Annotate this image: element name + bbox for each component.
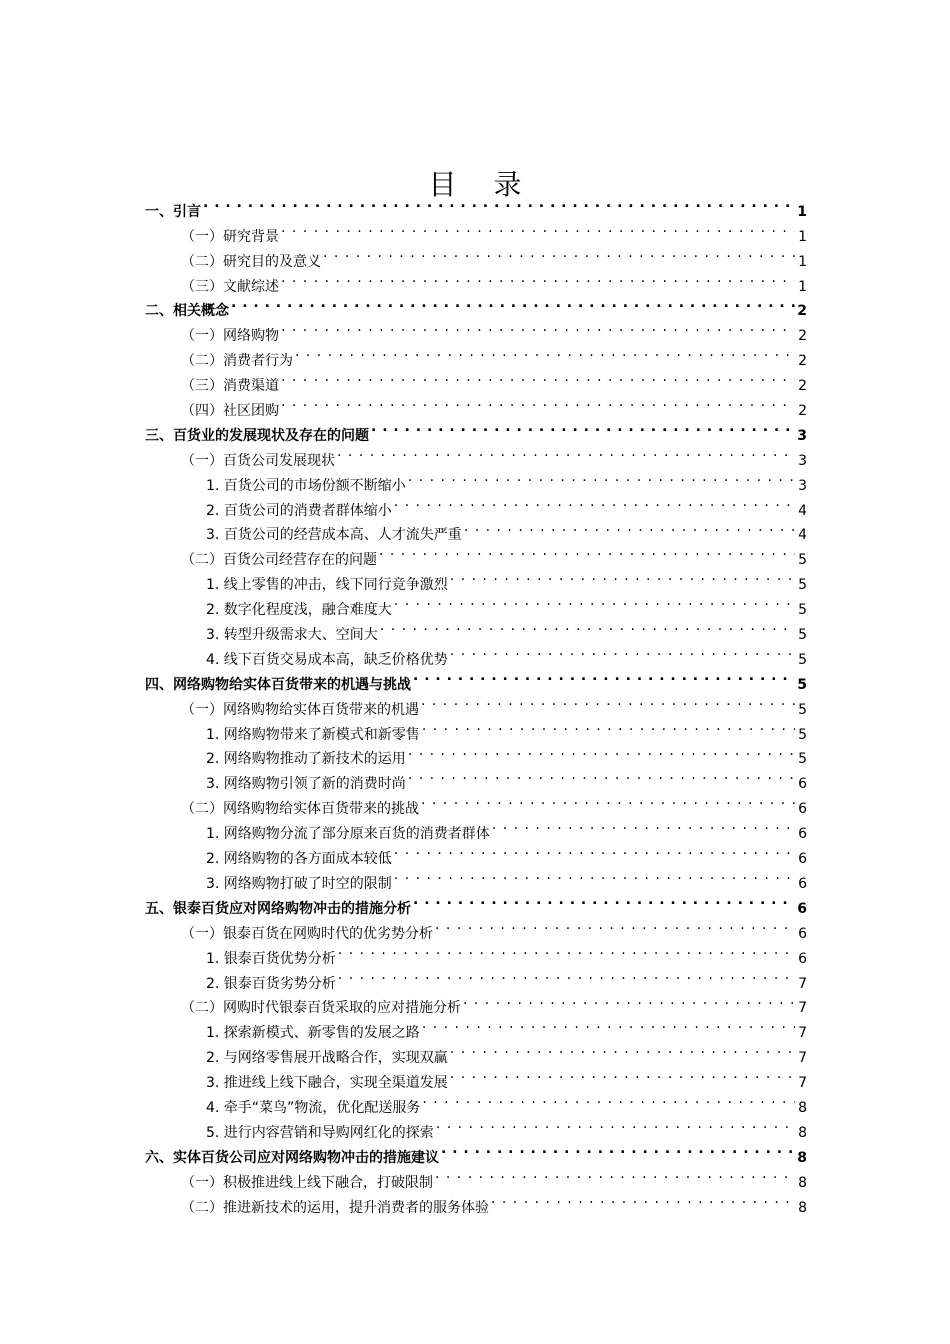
toc-dot-leader (380, 614, 795, 639)
toc-entry-label: 2. 网络购物推动了新技术的运用 (206, 751, 406, 768)
toc-entry-label: 三、百货业的发展现状及存在的问题 (145, 427, 369, 444)
toc-dot-leader (379, 539, 795, 564)
toc-entry-page-number: 4 (798, 502, 807, 519)
toc-dot-leader (338, 938, 795, 963)
toc-entry-label: （三）消费渠道 (181, 378, 279, 395)
toc-entry-page-number: 1 (797, 203, 807, 220)
toc-entry-label: （二）研究目的及意义 (181, 253, 321, 270)
toc-dot-leader (394, 863, 795, 888)
toc-dot-leader (408, 739, 795, 764)
toc-dot-leader (422, 1087, 795, 1112)
toc-entry-page-number: 3 (797, 427, 807, 444)
toc-entry-page-number: 6 (798, 851, 807, 868)
toc-entry-label: 2. 数字化程度浅，融合难度大 (206, 602, 392, 619)
toc-entry-page-number: 5 (798, 552, 807, 569)
toc-dot-leader (394, 490, 795, 515)
toc-entry-page-number: 8 (798, 1174, 807, 1191)
toc-entry-page-number: 4 (798, 527, 807, 544)
toc-dot-leader (231, 291, 795, 316)
toc-entry-label: 2. 银泰百货劣势分析 (206, 975, 336, 992)
toc-dot-leader (371, 415, 795, 440)
toc-entry-page-number: 8 (798, 1199, 807, 1216)
toc-entry-page-number: 5 (798, 651, 807, 668)
toc-entry-page-number: 5 (798, 627, 807, 644)
toc-dot-leader (281, 390, 795, 415)
toc-entry[interactable] (145, 291, 807, 320)
toc-entry-page-number: 7 (798, 1050, 807, 1067)
toc-entry-page-number: 5 (798, 701, 807, 718)
toc-entry-page-number: 6 (798, 925, 807, 942)
toc-entry-label: （二）网购时代银泰百货采取的应对措施分析 (181, 1000, 461, 1017)
toc-dot-leader (435, 1162, 795, 1187)
toc-entry-label: 1. 网络购物带来了新模式和新零售 (206, 726, 420, 743)
toc-dot-leader (338, 963, 795, 988)
toc-dot-leader (394, 838, 795, 863)
toc-dot-leader (441, 1137, 795, 1162)
toc-entry-label: 五、银泰百货应对网络购物冲击的措施分析 (145, 900, 411, 917)
toc-entry-page-number: 7 (798, 1025, 807, 1042)
toc-dot-leader (413, 664, 795, 689)
toc-entry-page-number: 2 (798, 353, 807, 370)
toc-entry-label: 1. 网络购物分流了部分原来百货的消费者群体 (206, 826, 490, 843)
toc-dot-leader (422, 714, 795, 739)
toc-dot-leader (203, 191, 795, 216)
toc-entry-label: 一、引言 (145, 203, 201, 220)
toc-dot-leader (422, 1012, 795, 1037)
toc-entry-page-number: 3 (798, 477, 807, 494)
table-of-contents (145, 191, 807, 1216)
toc-entry-label: 4. 线下百货交易成本高，缺乏价格优势 (206, 651, 448, 668)
toc-entry-label: 2. 与网络零售展开战略合作，实现双赢 (206, 1050, 448, 1067)
toc-dot-leader (435, 913, 795, 938)
toc-dot-leader (463, 988, 795, 1013)
toc-entry-page-number: 6 (798, 875, 807, 892)
toc-entry-page-number: 1 (798, 253, 807, 270)
toc-entry[interactable] (145, 216, 807, 245)
toc-dot-leader (281, 315, 795, 340)
toc-entry-label: （一）积极推进线上线下融合，打破限制 (181, 1174, 433, 1191)
toc-dot-leader (436, 1112, 795, 1137)
toc-entry-page-number: 8 (798, 1124, 807, 1141)
toc-dot-leader (295, 340, 795, 365)
toc-entry[interactable] (145, 191, 807, 220)
toc-dot-leader (323, 241, 795, 266)
toc-entry-label: 4. 牵手“菜鸟”物流，优化配送服务 (206, 1099, 421, 1116)
toc-entry-label: 3. 网络购物打破了时空的限制 (206, 875, 392, 892)
toc-dot-leader (421, 788, 795, 813)
toc-dot-leader (281, 365, 795, 390)
toc-entry-page-number: 7 (798, 1000, 807, 1017)
toc-entry-page-number: 2 (798, 403, 807, 420)
toc-entry-label: 四、网络购物给实体百货带来的机遇与挑战 (145, 676, 411, 693)
toc-entry-label: 3. 转型升级需求大、空间大 (206, 627, 378, 644)
toc-entry-page-number: 2 (798, 378, 807, 395)
toc-entry-label: 六、实体百货公司应对网络购物冲击的措施建议 (145, 1149, 439, 1166)
toc-entry-label: （二）网络购物给实体百货带来的挑战 (181, 801, 419, 818)
toc-entry-page-number: 6 (798, 801, 807, 818)
toc-dot-leader (394, 589, 795, 614)
toc-dot-leader (337, 440, 795, 465)
toc-entry-page-number: 5 (798, 602, 807, 619)
toc-entry-page-number: 1 (798, 228, 807, 245)
toc-entry-page-number: 5 (798, 726, 807, 743)
toc-dot-leader (491, 1187, 795, 1212)
toc-entry-label: （二）百货公司经营存在的问题 (181, 552, 377, 569)
toc-entry-label: （一）研究背景 (181, 228, 279, 245)
toc-entry-page-number: 6 (798, 776, 807, 793)
toc-entry-label: 1. 线上零售的冲击，线下同行竞争激烈 (206, 577, 448, 594)
toc-entry-page-number: 3 (798, 452, 807, 469)
toc-entry-label: 3. 网络购物引领了新的消费时尚 (206, 776, 406, 793)
toc-entry-label: 2. 百货公司的消费者群体缩小 (206, 502, 392, 519)
toc-entry[interactable] (145, 315, 807, 345)
toc-dot-leader (450, 564, 795, 589)
toc-dot-leader (450, 639, 795, 664)
toc-dot-leader (408, 763, 795, 788)
toc-dot-leader (413, 888, 795, 913)
toc-entry-page-number: 6 (798, 826, 807, 843)
toc-entry-label: 3. 推进线上线下融合，实现全渠道发展 (206, 1075, 448, 1092)
toc-entry-page-number: 8 (798, 1099, 807, 1116)
toc-entry-page-number: 5 (798, 751, 807, 768)
toc-entry-label: 1. 探索新模式、新零售的发展之路 (206, 1025, 420, 1042)
toc-entry-page-number: 8 (797, 1149, 807, 1166)
toc-entry-label: 5. 进行内容营销和导购网红化的探索 (206, 1124, 434, 1141)
toc-entry-page-number: 7 (798, 1075, 807, 1092)
toc-entry-page-number: 5 (797, 676, 807, 693)
toc-dot-leader (450, 1062, 795, 1087)
toc-entry-label: （二）消费者行为 (181, 353, 293, 370)
toc-dot-leader (464, 515, 795, 540)
page-title: 目 录 (428, 167, 536, 201)
toc-dot-leader (281, 216, 795, 241)
toc-entry-page-number: 5 (798, 577, 807, 594)
toc-entry-label: （四）社区团购 (181, 403, 279, 420)
toc-entry-label: （一）银泰百货在网购时代的优劣势分析 (181, 925, 433, 942)
toc-entry-page-number: 2 (797, 303, 807, 320)
toc-entry-label: 1. 银泰百货优势分析 (206, 950, 336, 967)
toc-dot-leader (281, 266, 795, 291)
toc-entry-label: 1. 百货公司的市场份额不断缩小 (206, 477, 406, 494)
toc-entry-label: 二、相关概念 (145, 303, 229, 320)
toc-dot-leader (408, 465, 795, 490)
toc-entry-page-number: 6 (797, 900, 807, 917)
toc-entry-page-number: 7 (798, 975, 807, 992)
toc-entry-label: （一）百货公司发展现状 (181, 452, 335, 469)
toc-dot-leader (492, 813, 795, 838)
toc-entry-label: （二）推进新技术的运用，提升消费者的服务体验 (181, 1199, 489, 1216)
toc-dot-leader (421, 689, 795, 714)
toc-entry-label: 3. 百货公司的经营成本高、人才流失严重 (206, 527, 462, 544)
toc-entry-label: （一）网络购物给实体百货带来的机遇 (181, 701, 419, 718)
toc-dot-leader (450, 1037, 795, 1062)
toc-entry-label: （一）网络购物 (181, 328, 279, 345)
toc-entry-page-number: 2 (798, 328, 807, 345)
toc-entry-page-number: 6 (798, 950, 807, 967)
toc-entry-page-number: 1 (798, 278, 807, 295)
toc-entry-label: 2. 网络购物的各方面成本较低 (206, 851, 392, 868)
toc-entry-label: （三）文献综述 (181, 278, 279, 295)
